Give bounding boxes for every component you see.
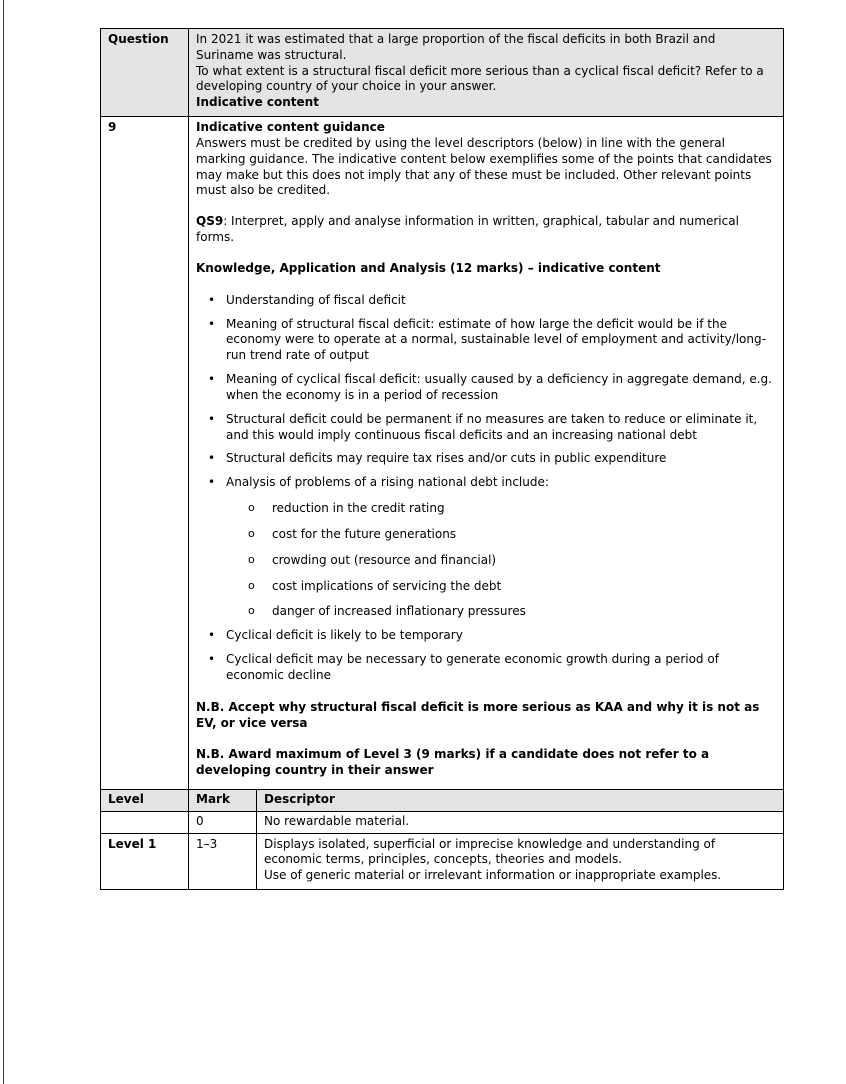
list-item-text: Cyclical deficit is likely to be temporary [226, 628, 463, 643]
list-item [208, 652, 776, 684]
list-item [208, 372, 776, 404]
level-cell: Level 1 [101, 833, 189, 889]
qs-label: QS9 [196, 214, 224, 229]
list-item-text: Structural deficit could be permanent if no measures are taken to reduce or eliminate it, and this would imply continuous fiscal deficits and an increasing national debt [226, 411, 758, 442]
bullet-icon: • [208, 316, 216, 331]
sub-bullet-icon: o [248, 501, 255, 515]
sub-list-item [248, 553, 776, 569]
sub-list-item-text: cost for the future generations [272, 526, 457, 541]
sub-list-item-text: cost implications of servicing the debt [272, 578, 502, 593]
question-paragraph-2: To what extent is a structural fiscal deficit more serious than a cyclical fiscal deficit? Refer to a developing country of your choice in your answer. [196, 63, 764, 94]
bullet-icon: • [208, 451, 216, 466]
list-item-text: Meaning of structural fiscal deficit: estimate of how large the deficit would be if the economy were to operate at a normal, sustainable level of employment and activity/long-run trend rate of output [226, 316, 766, 363]
indicative-content-label: Indicative content [196, 95, 319, 110]
mark-scheme-table [100, 28, 784, 890]
sub-list-item [248, 527, 776, 543]
guidance-heading: Indicative content guidance [196, 120, 385, 135]
question-number: 9 [101, 117, 189, 790]
list-item [208, 475, 776, 491]
mark-cell: 1–3 [189, 833, 257, 889]
sub-list-item [248, 579, 776, 595]
nb-note-2: N.B. Award maximum of Level 3 (9 marks) if a candidate does not refer to a developing country in their answer [196, 747, 710, 778]
sub-list-item [248, 604, 776, 620]
sub-list-item [248, 501, 776, 517]
list-item-text: Cyclical deficit may be necessary to generate economic growth during a period of economic decline [226, 652, 719, 682]
levels-header-row [101, 789, 784, 811]
level-row-1 [101, 833, 784, 889]
sub-list-item-text: danger of increased inflationary pressures [272, 604, 526, 619]
levels-header-descriptor: Descriptor [257, 789, 784, 811]
question-paragraph-1: In 2021 it was estimated that a large proportion of the fiscal deficits in both Brazil and Suriname was structural. [196, 32, 716, 62]
descriptor-line: Use of generic material or irrelevant information or inappropriate examples. [264, 868, 722, 883]
level-cell-empty [101, 811, 189, 833]
bullet-icon: • [208, 411, 216, 426]
question-text-cell [189, 29, 784, 117]
indicative-content-row [101, 117, 784, 790]
page-left-border [3, 0, 4, 1084]
list-item-text: Meaning of cyclical fiscal deficit: usually caused by a deficiency in aggregate demand, e.g. when the economy is in a period of recession [226, 372, 772, 402]
list-item [208, 628, 776, 644]
bullet-icon: • [208, 475, 216, 490]
question-header-label: Question [101, 29, 189, 117]
level-row-0 [101, 811, 784, 833]
qs-text: : Interpret, apply and analyse information in written, graphical, tabular and numerical forms. [196, 214, 739, 245]
sub-bullet-icon: o [248, 578, 255, 592]
descriptor-cell [257, 833, 784, 889]
kaa-heading: Knowledge, Application and Analysis (12 marks) – indicative content [196, 260, 661, 275]
mark-cell: 0 [189, 811, 257, 833]
list-item [208, 451, 776, 467]
sub-bullet-icon: o [248, 526, 255, 540]
levels-header-level: Level [101, 789, 189, 811]
bullet-icon: • [208, 372, 216, 387]
bullet-icon: • [208, 292, 216, 307]
sub-bullet-icon: o [248, 552, 255, 566]
bullet-icon: • [208, 628, 216, 643]
list-item-text: Understanding of fiscal deficit [226, 292, 406, 307]
list-item [208, 412, 776, 444]
descriptor-line: Displays isolated, superficial or imprecise knowledge and understanding of economic terms, principles, concepts, theories and models. [264, 836, 716, 867]
sub-list-item-text: reduction in the credit rating [272, 501, 445, 516]
qs-line [196, 214, 776, 246]
list-item-text: Structural deficits may require tax rises and/or cuts in public expenditure [226, 451, 667, 466]
question-row [101, 29, 784, 117]
list-item [208, 293, 776, 309]
sub-list-item-text: crowding out (resource and financial) [272, 552, 497, 567]
kaa-bullet-list [196, 293, 776, 684]
list-item-text: Analysis of problems of a rising national debt include: [226, 475, 549, 490]
guidance-intro: Answers must be credited by using the level descriptors (below) in line with the general marking guidance. The indicative content below exemplifies some of the points that candidates may make but this does not imply that any of these must be included. Other relevant points must also be credited. [196, 135, 772, 198]
list-item [208, 317, 776, 364]
sub-bullet-icon: o [248, 604, 255, 618]
levels-header-mark: Mark [189, 789, 257, 811]
bullet-icon: • [208, 652, 216, 667]
descriptor-cell: No rewardable material. [257, 811, 784, 833]
indicative-content-cell [189, 117, 784, 790]
nb-note-1: N.B. Accept why structural fiscal deficit is more serious as KAA and why it is not as EV, or vice versa [196, 699, 760, 730]
